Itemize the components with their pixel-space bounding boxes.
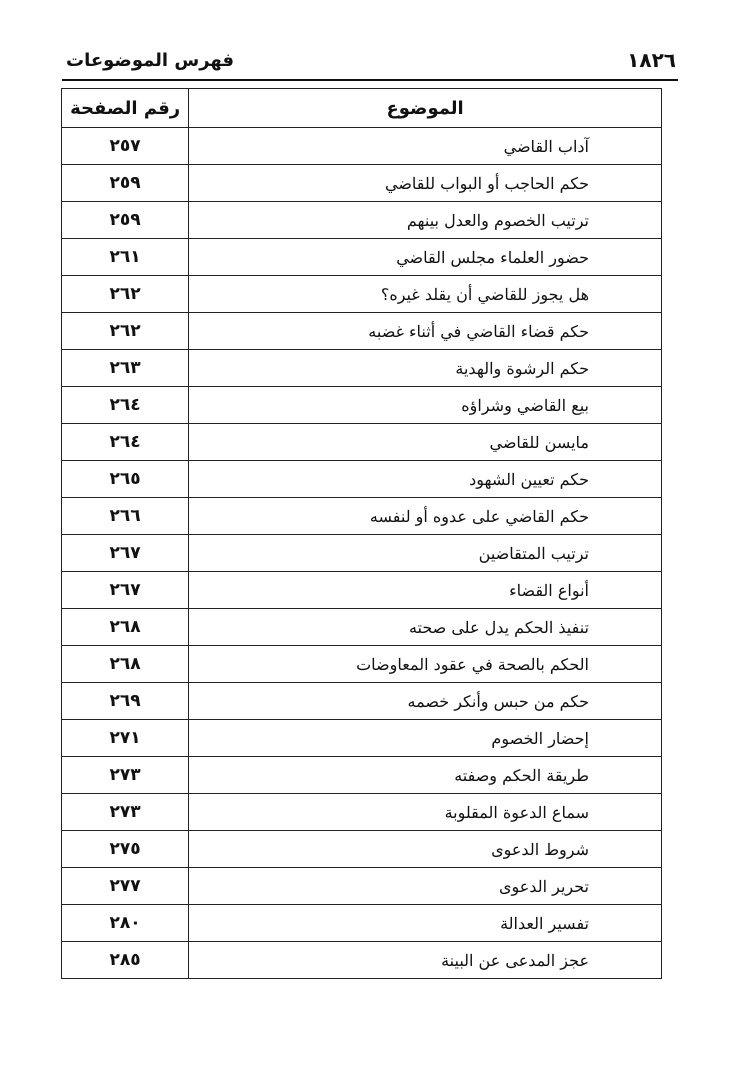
page-cell: ٢٦٤	[62, 387, 189, 424]
page-header	[62, 46, 678, 76]
page-number: ١٨٢٦	[627, 48, 676, 72]
topic-cell: تنفيذ الحكم يدل على صحته	[189, 609, 662, 646]
topic-cell: آداب القاضي	[189, 128, 662, 165]
table-row	[62, 128, 662, 165]
table-row	[62, 387, 662, 424]
page-cell: ٢٨٠	[62, 905, 189, 942]
topic-cell: هل يجوز للقاضي أن يقلد غيره؟	[189, 276, 662, 313]
topic-cell: ترتيب المتقاضين	[189, 535, 662, 572]
topic-cell: طريقة الحكم وصفته	[189, 757, 662, 794]
topic-cell: عجز المدعى عن البينة	[189, 942, 662, 979]
table-row	[62, 831, 662, 868]
topic-cell: إحضار الخصوم	[189, 720, 662, 757]
topic-cell: تفسير العدالة	[189, 905, 662, 942]
column-header-topic: الموضوع	[189, 89, 662, 128]
page-cell: ٢٦٩	[62, 683, 189, 720]
topic-cell: شروط الدعوى	[189, 831, 662, 868]
table-row	[62, 720, 662, 757]
table-row	[62, 165, 662, 202]
table-row	[62, 350, 662, 387]
page-cell: ٢٦٧	[62, 572, 189, 609]
table-row	[62, 424, 662, 461]
page-cell: ٢٦٤	[62, 424, 189, 461]
page-cell: ٢٦٢	[62, 276, 189, 313]
topic-cell: سماع الدعوة المقلوبة	[189, 794, 662, 831]
topic-cell: حكم من حبس وأنكر خصمه	[189, 683, 662, 720]
topic-cell: أنواع القضاء	[189, 572, 662, 609]
table-row	[62, 313, 662, 350]
topic-cell: تحرير الدعوى	[189, 868, 662, 905]
column-header-page: رقم الصفحة	[62, 89, 189, 128]
topic-cell: الحكم بالصحة في عقود المعاوضات	[189, 646, 662, 683]
topic-cell: بيع القاضي وشراؤه	[189, 387, 662, 424]
page-cell: ٢٧٣	[62, 794, 189, 831]
page-cell: ٢٧١	[62, 720, 189, 757]
table-row	[62, 683, 662, 720]
page-cell: ٢٦٦	[62, 498, 189, 535]
topic-cell: حكم الحاجب أو البواب للقاضي	[189, 165, 662, 202]
page-cell: ٢٥٩	[62, 202, 189, 239]
topic-cell: مايسن للقاضي	[189, 424, 662, 461]
topic-cell: ترتيب الخصوم والعدل بينهم	[189, 202, 662, 239]
table-row	[62, 498, 662, 535]
topic-cell: حضور العلماء مجلس القاضي	[189, 239, 662, 276]
page-cell: ٢٧٥	[62, 831, 189, 868]
table-header-row	[62, 89, 662, 128]
topic-cell: حكم القاضي على عدوه أو لنفسه	[189, 498, 662, 535]
page-cell: ٢٦٥	[62, 461, 189, 498]
table-row	[62, 572, 662, 609]
table-row	[62, 461, 662, 498]
topic-cell: حكم قضاء القاضي في أثناء غضبه	[189, 313, 662, 350]
table-row	[62, 757, 662, 794]
page-cell: ٢٥٧	[62, 128, 189, 165]
table-row	[62, 239, 662, 276]
table-row	[62, 794, 662, 831]
page-cell: ٢٦٢	[62, 313, 189, 350]
table-row	[62, 276, 662, 313]
table-row	[62, 609, 662, 646]
topic-cell: حكم الرشوة والهدية	[189, 350, 662, 387]
table-row	[62, 868, 662, 905]
page-cell: ٢٦٧	[62, 535, 189, 572]
page-cell: ٢٦١	[62, 239, 189, 276]
page-cell: ٢٥٩	[62, 165, 189, 202]
topic-cell: حكم تعيين الشهود	[189, 461, 662, 498]
table-row	[62, 646, 662, 683]
table-row	[62, 905, 662, 942]
toc-table	[61, 88, 662, 979]
table-row	[62, 942, 662, 979]
table-row	[62, 202, 662, 239]
header-divider	[62, 79, 678, 81]
table-row	[62, 535, 662, 572]
page-cell: ٢٦٣	[62, 350, 189, 387]
page-cell: ٢٨٥	[62, 942, 189, 979]
page-cell: ٢٦٨	[62, 646, 189, 683]
running-title: فهرس الموضوعات	[66, 50, 235, 71]
page-cell: ٢٧٣	[62, 757, 189, 794]
page-cell: ٢٧٧	[62, 868, 189, 905]
page-cell: ٢٦٨	[62, 609, 189, 646]
